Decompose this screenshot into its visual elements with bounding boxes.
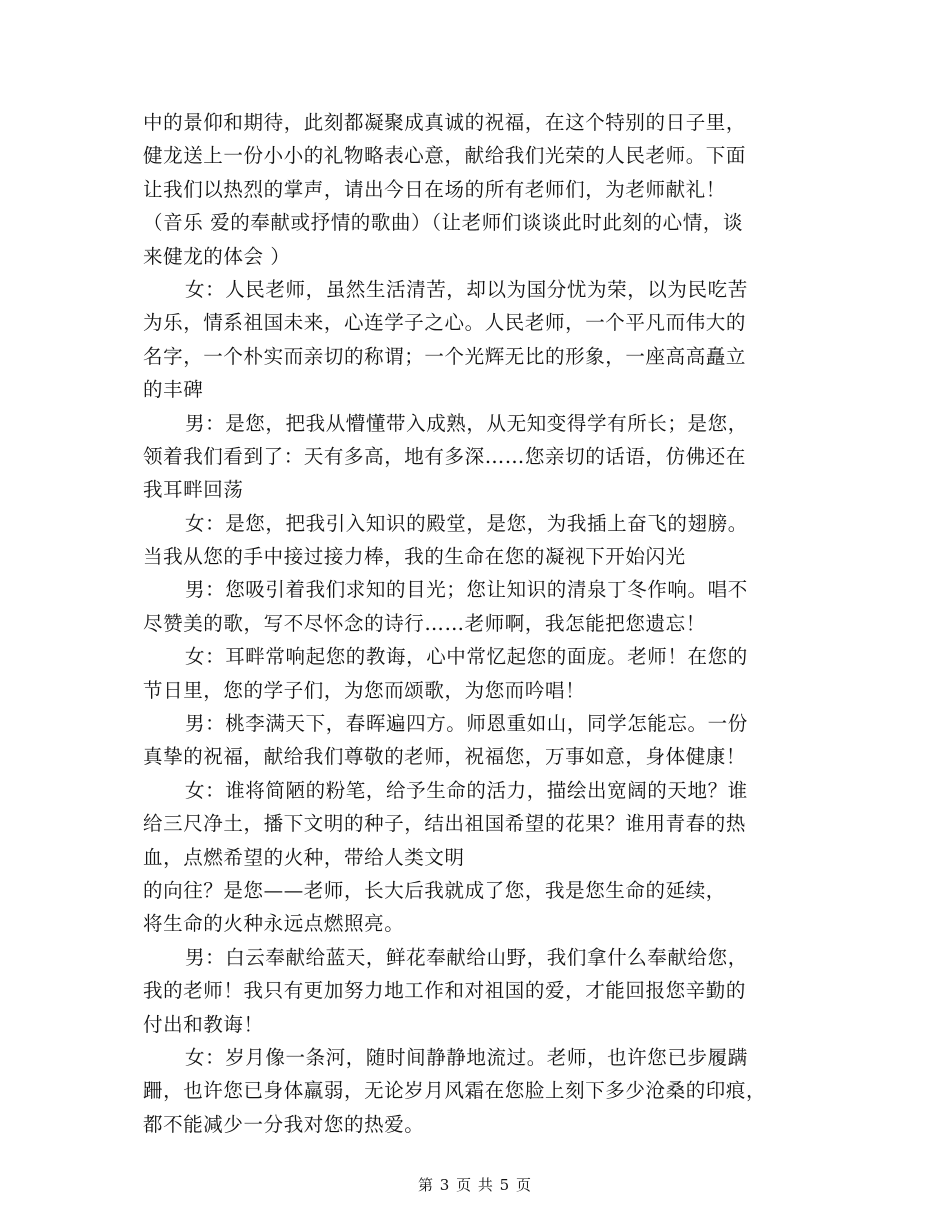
text-line: 女：岁月像一条河，随时间静静地流过。老师，也许您已步履蹒 [185,1045,748,1069]
text-line: 为乐，情系祖国未来，心连学子之心。人民老师，一个平凡而伟大的 [143,311,747,335]
text-line: 我耳畔回荡 [143,478,244,502]
text-line: 尽赞美的歌，写不尽怀念的诗行……老师啊，我怎能把您遗忘！ [143,611,706,635]
text-line: 真挚的祝福，献给我们尊敬的老师，祝福您，万事如意，身体健康！ [143,745,747,769]
document-body [143,106,823,1141]
text-line: 女：人民老师，虽然生活清苦，却以为国分忧为荣，以为民吃苦 [185,277,748,301]
text-line: 我的老师！我只有更加努力地工作和对祖国的爱，才能回报您辛勤的 [143,979,747,1003]
text-line: 男：是您，把我从懵懂带入成熟，从无知变得学有所长；是您， [185,411,748,435]
text-line: 都不能减少一分我对您的热爱。 [143,1112,425,1136]
text-line: 让我们以热烈的掌声，请出今日在场的所有老师们，为老师献礼！ [143,177,726,201]
text-line: 男：您吸引着我们求知的目光；您让知识的清泉丁冬作响。唱不 [185,578,748,602]
text-line: 血，点燃希望的火种，带给人类文明 [143,845,465,869]
text-line: 来健龙的体会 ） [143,244,291,268]
text-line: 跚，也许您已身体羸弱，无论岁月风霜在您脸上刻下多少沧桑的印痕， [143,1079,767,1103]
text-line: 将生命的火种永远点燃照亮。 [143,912,405,936]
text-line: 中的景仰和期待，此刻都凝聚成真诚的祝福，在这个特别的日子里， [143,111,747,134]
text-line: 女：是您，把我引入知识的殿堂，是您，为我插上奋飞的翅膀。 [185,511,748,535]
text-line: 给三尺净土，播下文明的种子，结出祖国希望的花果？谁用青春的热 [143,812,747,836]
text-line: （音乐 爱的奉献或抒情的歌曲）（让老师们谈谈此时此刻的心情，谈 [143,211,744,235]
page-footer: 第 3 页 共 5 页 [418,1176,532,1194]
text-line: 付出和教诲！ [143,1012,264,1036]
text-line: 的向往？是您——老师，长大后我就成了您，我是您生命的延续， [143,878,726,902]
text-line: 当我从您的手中接过接力棒，我的生命在您的凝视下开始闪光 [143,545,686,569]
text-line: 男：白云奉献给蓝天，鲜花奉献给山野，我们拿什么奉献给您， [185,945,748,969]
text-line: 男：桃李满天下，春晖遍四方。师恩重如山，同学怎能忘。一份 [185,712,748,736]
text-line: 健龙送上一份小小的礼物略表心意，献给我们光荣的人民老师。下面 [143,144,747,168]
text-line: 的丰碑 [143,378,204,402]
text-line: 女：谁将简陋的粉笔，给予生命的活力，描绘出宽阔的天地？谁 [185,778,748,802]
text-line: 节日里，您的学子们，为您而颂歌，为您而吟唱！ [143,678,586,702]
text-line: 女：耳畔常响起您的教诲，心中常忆起您的面庞。老师！在您的 [185,645,748,669]
text-line: 名字，一个朴实而亲切的称谓；一个光辉无比的形象，一座高高矗立 [143,344,747,368]
text-line: 领着我们看到了：天有多高，地有多深……您亲切的话语，仿佛还在 [143,444,747,468]
